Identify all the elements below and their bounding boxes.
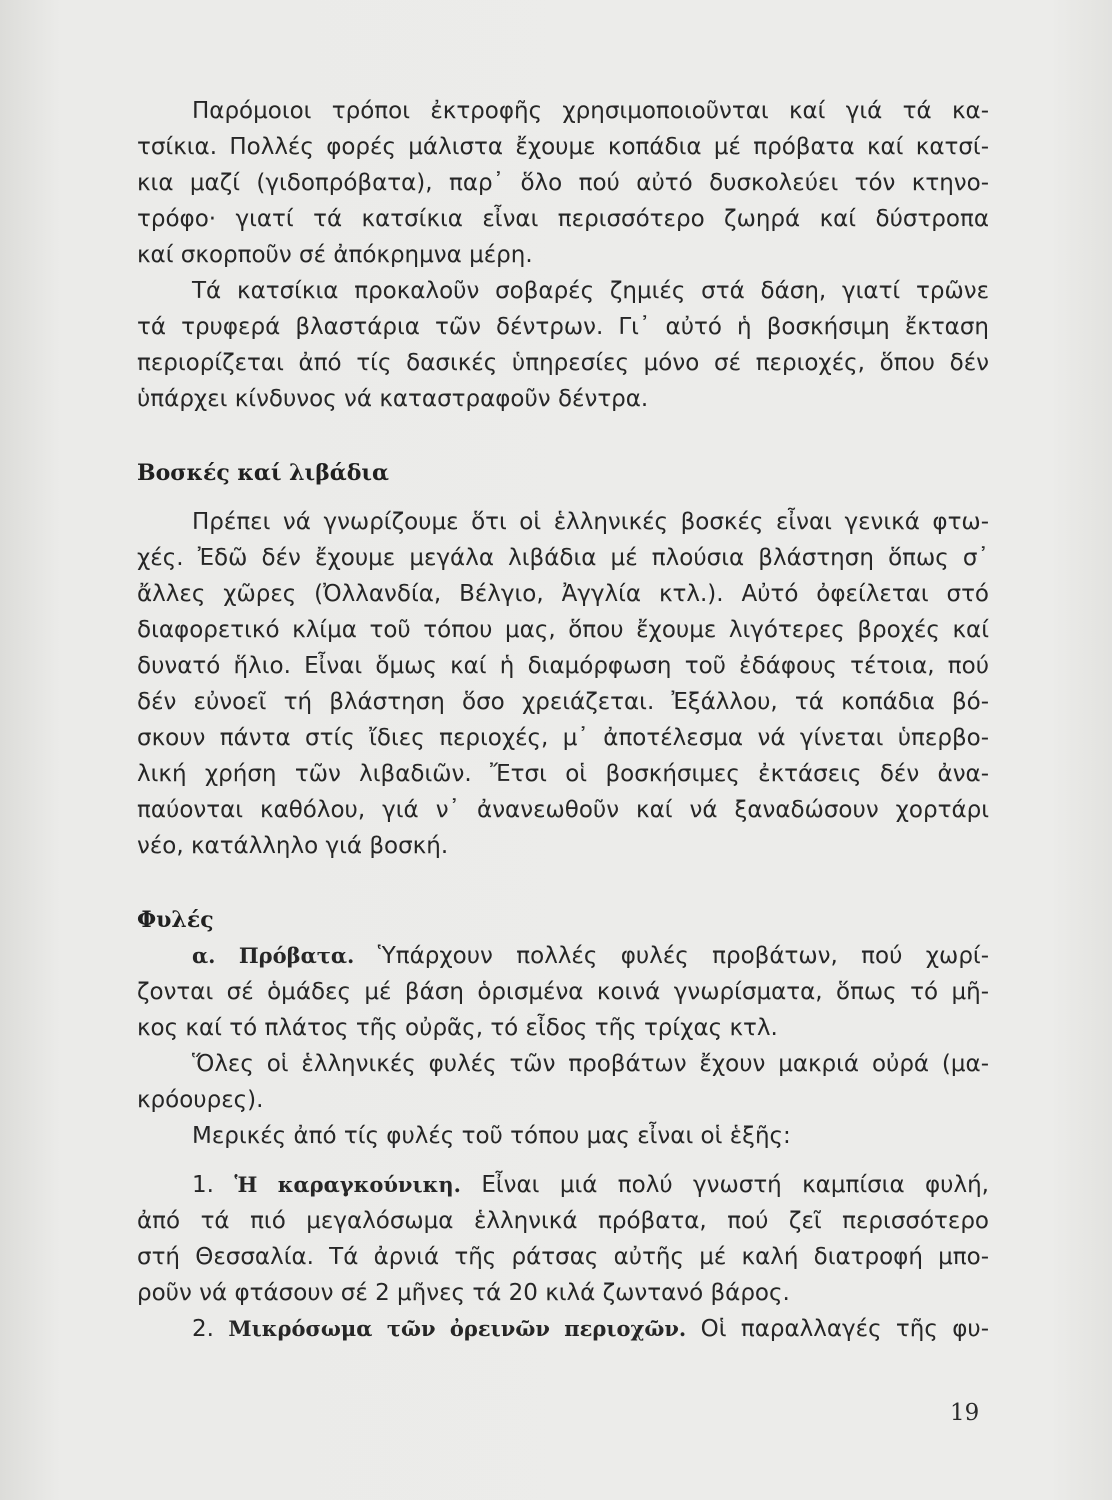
text-line: χές. Ἐδῶ δέν ἔχουμε μεγάλα λιβάδια μέ πλούσια βλάστηση ὅπως σ᾿ [137, 545, 989, 571]
text-line: δέν εὐνοεῖ τή βλάστηση ὅσο χρειάζεται. Ἐξάλλου, τά κοπάδια βό- [137, 689, 989, 715]
paragraph-pastures [137, 504, 989, 864]
text-line: παύονται καθόλου, γιά ν᾿ ἀνανεωθοῦν καί νά ξαναδώσουν χορτάρι [137, 797, 989, 823]
text-line: Μερικές ἀπό τίς φυλές τοῦ τόπου μας εἶναι οἱ ἑξῆς: [192, 1123, 791, 1149]
text-line: κος καί τό πλάτος τῆς οὐρᾶς, τό εἶδος τῆς τρίχας κτλ. [137, 1015, 778, 1041]
paragraph-goat-damage [137, 273, 989, 417]
text-line: δυνατό ἥλιο. Εἶναι ὅμως καί ἡ διαμόρφωση τοῦ ἐδάφους τέτοια, πού [137, 653, 989, 679]
text-line: περιορίζεται ἀπό τίς δασικές ὑπηρεσίες μόνο σέ περιοχές, ὅπου δέν [137, 350, 989, 376]
text-line: ἀπό τά πιό μεγαλόσωμα ἑλληνικά πρόβατα, πού ζεῖ περισσότερο [137, 1208, 989, 1234]
text-line: ζονται σέ ὁμάδες μέ βάση ὁρισμένα κοινά γνωρίσματα, ὅπως τό μῆ- [137, 979, 989, 1005]
page-number: 19 [950, 1400, 980, 1426]
text-line: Ὅλες οἱ ἑλληνικές φυλές τῶν προβάτων ἔχουν μακριά οὐρά (μα- [192, 1051, 989, 1077]
text-line: διαφορετικό κλίμα τοῦ τόπου μας, ὅπου ἔχουμε λιγότερες βροχές καί [137, 617, 989, 643]
text-line: κια μαζί (γιδοπρόβατα), παρ᾿ ὅλο πού αὐτό δυσκολεύει τόν κτηνο- [137, 170, 989, 196]
paragraph-goat-rearing [137, 93, 989, 273]
section-heading-breeds: Φυλές [137, 907, 214, 933]
text-line: ροῦν νά φτάσουν σέ 2 μῆνες τά 20 κιλά ζωντανό βάρος. [137, 1280, 790, 1306]
text-line: στή Θεσσαλία. Τά ἀρνιά τῆς ράτσας αὐτῆς μέ καλή διατροφή μπο- [137, 1244, 989, 1270]
text-line: Παρόμοιοι τρόποι ἐκτροφῆς χρησιμοποιοῦνται καί γιά τά κα- [192, 98, 989, 124]
text-line: τά τρυφερά βλαστάρια τῶν δέντρων. Γι᾿ αὐτό ἡ βοσκήσιμη ἔκταση [137, 314, 989, 340]
text-line: λική χρήση τῶν λιβαδιῶν. Ἔτσι οἱ βοσκήσιμες ἐκτάσεις δέν ἀνα- [137, 761, 989, 787]
text-line: τσίκια. Πολλές φορές μάλιστα ἔχουμε κοπάδια μέ πρόβατα καί κατσί- [137, 134, 989, 160]
text-line: 1. Ἡ καραγκούνικη. Εἶναι μιά πολύ γνωστή καμπίσια φυλή, [192, 1172, 989, 1198]
list-item-karagouniko [137, 1167, 989, 1311]
text-line: νέο, κατάλληλο γιά βοσκή. [137, 833, 449, 859]
text-line: α. Πρόβατα. Ὑπάρχουν πολλές φυλές προβάτων, πού χωρί- [192, 943, 990, 969]
text-line: σκουν πάντα στίς ἴδιες περιοχές, μ᾿ ἀποτέλεσμα νά γίνεται ὑπερβο- [137, 725, 989, 751]
text-line: κρόουρες). [137, 1087, 264, 1113]
paragraph-breeds-intro [137, 1118, 989, 1154]
subheading-sheep: α. Πρόβατα. [192, 943, 355, 968]
text-line: ἄλλες χῶρες (Ὀλλανδία, Βέλγιο, Ἀγγλία κτλ.). Αὐτό ὀφείλεται στό [137, 581, 989, 607]
paragraph-sheep [137, 938, 989, 1046]
text-line: ὑπάρχει κίνδυνος νά καταστραφοῦν δέντρα. [137, 386, 649, 412]
breed-name-karagouniko: Ἡ καραγκούνικη. [234, 1172, 461, 1197]
section-heading-pastures: Βοσκές καί λιβάδια [137, 460, 389, 486]
text-line: Πρέπει νά γνωρίζουμε ὅτι οἱ ἑλληνικές βοσκές εἶναι γενικά φτω- [192, 509, 989, 535]
page-text [137, 93, 989, 1347]
text-line: καί σκορποῦν σέ ἀπόκρημνα μέρη. [137, 242, 533, 268]
breed-name-mountain: Μικρόσωμα τῶν ὀρεινῶν περιοχῶν. [228, 1316, 687, 1341]
list-item-mountain-breeds [137, 1311, 989, 1347]
paragraph-long-tail [137, 1046, 989, 1118]
text-line: τρόφο· γιατί τά κατσίκια εἶναι περισσότερο ζωηρά καί δύστροπα [137, 206, 989, 232]
text-line: Τά κατσίκια προκαλοῦν σοβαρές ζημιές στά δάση, γιατί τρῶνε [192, 278, 989, 304]
text-line: 2. Μικρόσωμα τῶν ὀρεινῶν περιοχῶν. Οἱ παραλλαγές τῆς φυ- [192, 1316, 989, 1342]
